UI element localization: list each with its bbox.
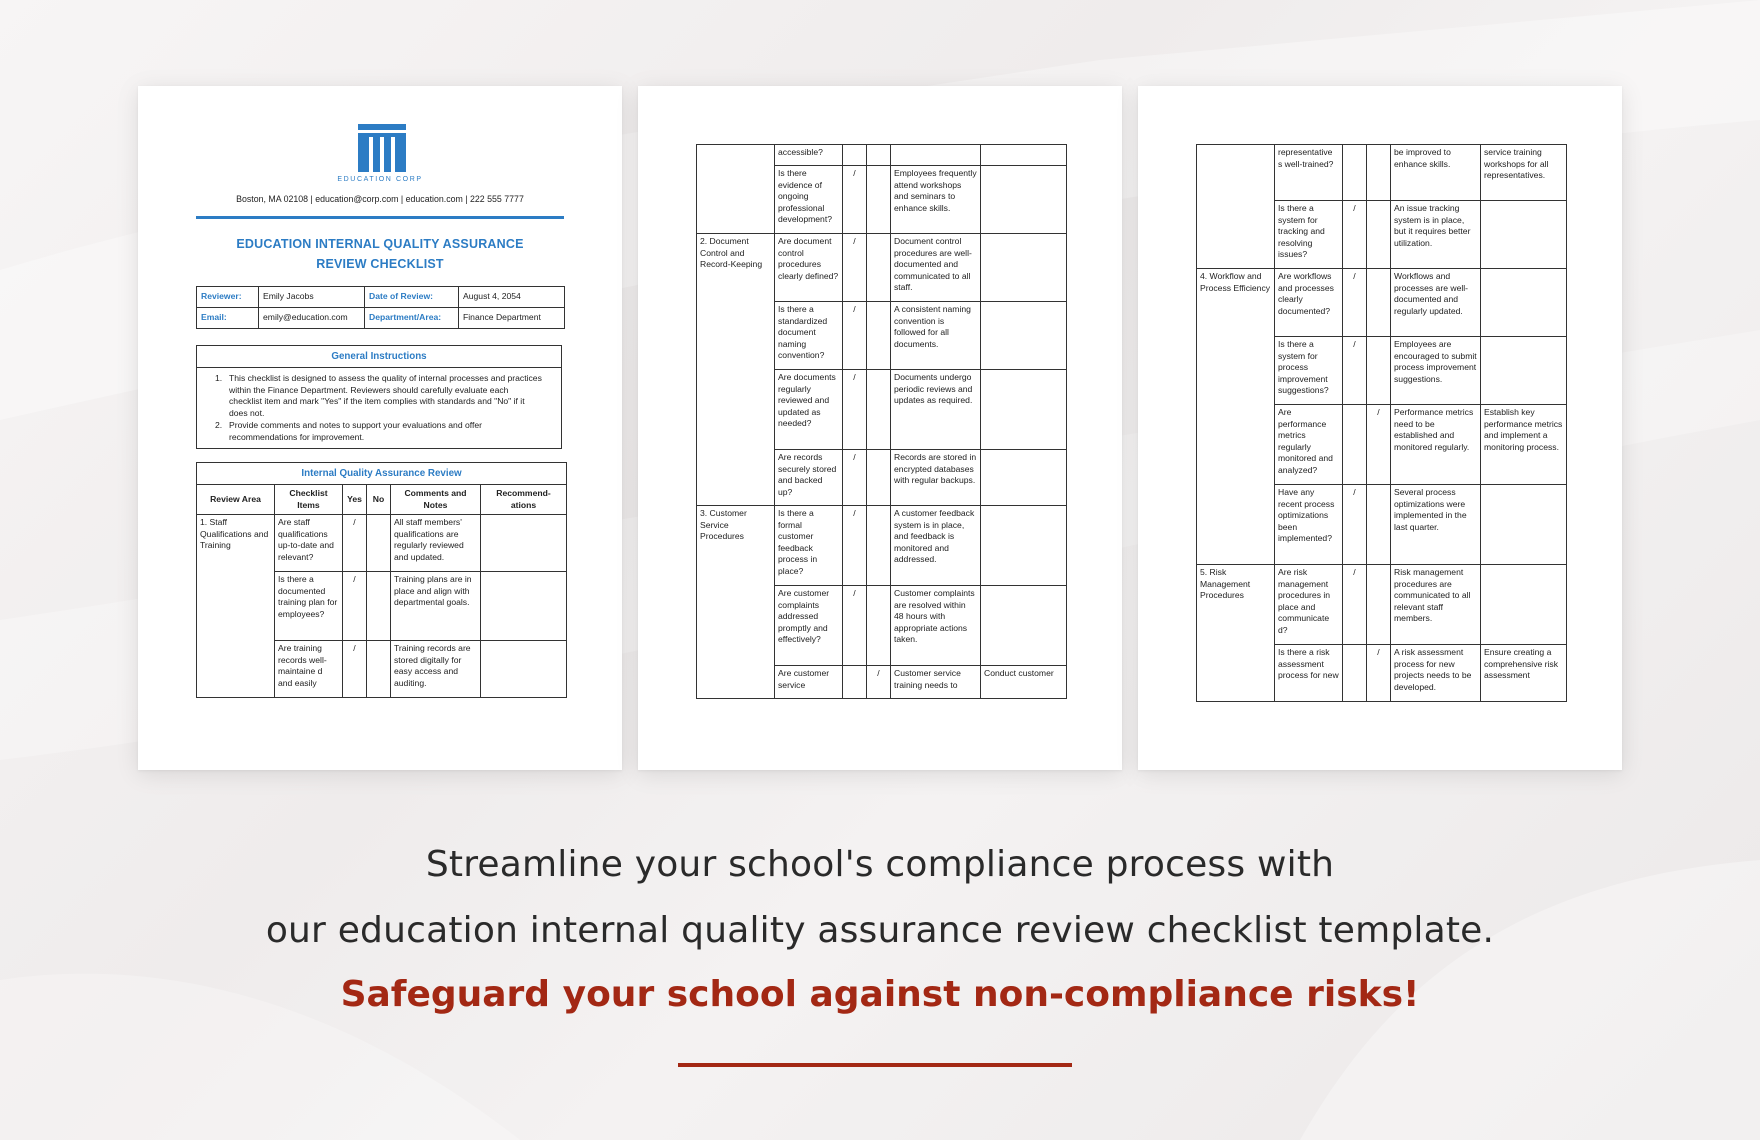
yes-mark <box>1343 145 1367 201</box>
comments-cell: A consistent naming convention is followed for all documents. <box>891 302 981 370</box>
review-area-cell: 2. Document Control and Record-Keeping <box>697 234 775 506</box>
comments-cell: Risk management procedures are communicated to all relevant staff members. <box>1391 565 1481 645</box>
title-line-2: REVIEW CHECKLIST <box>316 257 444 271</box>
yes-mark <box>1343 405 1367 485</box>
comments-cell: All staff members' qualifications are regularly reviewed and updated. <box>391 515 481 572</box>
no-mark: / <box>867 666 891 699</box>
comments-cell: be improved to enhance skills. <box>1391 145 1481 201</box>
review-area-cell: 3. Customer Service Procedures <box>697 506 775 699</box>
date-value: August 4, 2054 <box>459 287 565 308</box>
yes-mark <box>843 666 867 699</box>
list-item <box>215 420 543 443</box>
checklist-item-cell: Is there evidence of ongoing professional development? <box>775 166 843 234</box>
checklist-item-cell: Are document control procedures clearly defined? <box>775 234 843 302</box>
review-area-cell: 1. Staff Qualifications and Training <box>197 515 275 698</box>
review-area-cell: 5. Risk Management Procedures <box>1197 565 1275 702</box>
no-mark: / <box>1367 645 1391 702</box>
yes-mark: / <box>1343 269 1367 337</box>
checklist-item-cell: Is there a system for tracking and resolving issues? <box>1275 201 1343 269</box>
no-mark <box>367 515 391 572</box>
list-text: Provide comments and notes to support your evaluations and offer recommendations for improvement. <box>229 419 483 442</box>
recommendation-cell <box>481 572 567 641</box>
recommendation-cell <box>981 145 1067 166</box>
col-header-review-area: Review Area <box>197 485 275 515</box>
instructions-title: General Instructions <box>197 346 561 368</box>
recommendation-cell: Conduct customer <box>981 666 1067 699</box>
reviewer-label: Reviewer: <box>197 287 259 308</box>
contact-line: Boston, MA 02108 | education@corp.com | education.com | 222 555 7777 <box>236 194 524 204</box>
yes-mark: / <box>843 370 867 450</box>
date-label: Date of Review: <box>365 287 459 308</box>
tagline-highlight: Safeguard your school against non-compliance risks! <box>340 974 1420 1015</box>
yes-mark: / <box>343 572 367 641</box>
department-label: Department/Area: <box>365 308 459 329</box>
recommendation-cell <box>981 450 1067 506</box>
yes-mark: / <box>843 166 867 234</box>
department-value: Finance Department <box>459 308 565 329</box>
list-item <box>215 373 543 420</box>
tagline-line-1: Streamline your school's compliance process with <box>425 844 1335 885</box>
recommendation-cell <box>481 641 567 698</box>
checklist-item-cell: Are performance metrics regularly monitored and analyzed? <box>1275 405 1343 485</box>
checklist-item-cell: Are risk management procedures in place and communicate d? <box>1275 565 1343 645</box>
recommendation-cell <box>1481 337 1567 405</box>
checklist-item-cell: Have any recent process optimizations been implemented? <box>1275 485 1343 565</box>
checklist-page-3 <box>1138 86 1622 770</box>
list-number: 1. <box>215 373 223 383</box>
checklist-item-cell: Is there a formal customer feedback process in place? <box>775 506 843 586</box>
no-mark <box>367 572 391 641</box>
review-area-cell <box>1197 145 1275 269</box>
yes-mark: / <box>1343 565 1367 645</box>
list-number: 2. <box>215 419 223 430</box>
checklist-item-cell: Are training records well-maintaine d and easily <box>275 641 343 698</box>
comments-cell: Customer service training needs to <box>891 666 981 699</box>
no-mark <box>367 641 391 698</box>
review-area-cell: 4. Workflow and Process Efficiency <box>1197 269 1275 565</box>
checklist-item-cell: Is there a risk assessment process for new <box>1275 645 1343 702</box>
no-mark <box>1367 337 1391 405</box>
comments-cell: An issue tracking system is in place, but it requires better utilization. <box>1391 201 1481 269</box>
no-mark <box>867 234 891 302</box>
comments-cell: Training records are stored digitally for easy access and auditing. <box>391 641 481 698</box>
checklist-page-2 <box>638 86 1122 770</box>
recommendation-cell <box>1481 269 1567 337</box>
checklist-item-cell: Is there a standardized document naming convention? <box>775 302 843 370</box>
yes-mark: / <box>343 515 367 572</box>
recommendation-cell <box>981 166 1067 234</box>
no-mark: / <box>1367 405 1391 485</box>
recommendation-cell <box>981 370 1067 450</box>
col-header-yes: Yes <box>343 485 367 515</box>
yes-mark: / <box>843 586 867 666</box>
table-row <box>1197 269 1567 337</box>
no-mark <box>867 302 891 370</box>
no-mark <box>867 450 891 506</box>
no-mark <box>1367 201 1391 269</box>
document-title <box>196 234 564 274</box>
checklist-item-cell: Is there a system for process improvement suggestions? <box>1275 337 1343 405</box>
comments-cell: Records are stored in encrypted databases with regular backups. <box>891 450 981 506</box>
no-mark <box>867 166 891 234</box>
yes-mark <box>1343 645 1367 702</box>
comments-cell <box>891 145 981 166</box>
quality-review-table-continued <box>696 144 1067 699</box>
checklist-page-1 <box>138 86 622 770</box>
email-label: Email: <box>197 308 259 329</box>
col-header-comments: Comments and Notes <box>391 485 481 515</box>
title-line-1: EDUCATION INTERNAL QUALITY ASSURANCE <box>236 237 524 251</box>
no-mark <box>1367 145 1391 201</box>
comments-cell: A customer feedback system is in place, and feedback is monitored and addressed. <box>891 506 981 586</box>
email-value: emily@education.com <box>259 308 365 329</box>
recommendation-cell <box>481 515 567 572</box>
table-row <box>197 515 567 572</box>
checklist-item-cell: Are workflows and processes clearly documented? <box>1275 269 1343 337</box>
quality-review-table <box>196 462 567 698</box>
recommendation-cell <box>981 234 1067 302</box>
checklist-item-cell: Are records securely stored and backed up? <box>775 450 843 506</box>
yes-mark: / <box>343 641 367 698</box>
checklist-item-cell: Is there a documented training plan for employees? <box>275 572 343 641</box>
recommendation-cell <box>981 302 1067 370</box>
checklist-item-cell: Are customer service <box>775 666 843 699</box>
col-header-recommendations: Recommend-ations <box>481 485 567 515</box>
table-row <box>1197 565 1567 645</box>
recommendation-cell <box>981 506 1067 586</box>
review-area-cell <box>697 145 775 234</box>
col-header-checklist-items: Checklist Items <box>275 485 343 515</box>
comments-cell: Employees are encouraged to submit process improvement suggestions. <box>1391 337 1481 405</box>
recommendation-cell: Establish key performance metrics and implement a monitoring process. <box>1481 405 1567 485</box>
general-instructions <box>196 345 562 449</box>
table-row <box>697 234 1067 302</box>
recommendation-cell <box>981 586 1067 666</box>
recommendation-cell <box>1481 201 1567 269</box>
review-table-title: Internal Quality Assurance Review <box>197 463 567 485</box>
recommendation-cell <box>1481 485 1567 565</box>
recommendation-cell: Ensure creating a comprehensive risk assessment <box>1481 645 1567 702</box>
quality-review-table-continued <box>1196 144 1567 702</box>
columns-building-logo-icon <box>358 124 406 172</box>
no-mark <box>867 506 891 586</box>
table-header-row <box>197 485 567 515</box>
yes-mark: / <box>843 302 867 370</box>
checklist-item-cell: Are documents regularly reviewed and updated as needed? <box>775 370 843 450</box>
no-mark <box>867 370 891 450</box>
info-row <box>197 308 565 329</box>
yes-mark: / <box>1343 201 1367 269</box>
col-header-no: No <box>367 485 391 515</box>
yes-mark: / <box>843 506 867 586</box>
no-mark <box>1367 485 1391 565</box>
yes-mark: / <box>1343 337 1367 405</box>
yes-mark: / <box>843 234 867 302</box>
comments-cell: Employees frequently attend workshops and seminars to enhance skills. <box>891 166 981 234</box>
comments-cell: Several process optimizations were implemented in the last quarter. <box>1391 485 1481 565</box>
comments-cell: Training plans are in place and align with departmental goals. <box>391 572 481 641</box>
yes-mark: / <box>843 450 867 506</box>
table-row <box>1197 145 1567 201</box>
accent-underline <box>678 1063 1072 1067</box>
comments-cell: Customer complaints are resolved within 48 hours with appropriate actions taken. <box>891 586 981 666</box>
yes-mark: / <box>1343 485 1367 565</box>
reviewer-value: Emily Jacobs <box>259 287 365 308</box>
comments-cell: Documents undergo periodic reviews and updates as required. <box>891 370 981 450</box>
tagline-line-2: our education internal quality assurance review checklist template. <box>265 910 1495 951</box>
table-row <box>697 145 1067 166</box>
comments-cell: A risk assessment process for new projects needs to be developed. <box>1391 645 1481 702</box>
no-mark <box>1367 565 1391 645</box>
no-mark <box>867 145 891 166</box>
instructions-list <box>197 368 561 443</box>
comments-cell: Workflows and processes are well-documented and regularly updated. <box>1391 269 1481 337</box>
recommendation-cell: service training workshops for all representatives. <box>1481 145 1567 201</box>
checklist-item-cell: representative s well-trained? <box>1275 145 1343 201</box>
no-mark <box>867 586 891 666</box>
recommendation-cell <box>1481 565 1567 645</box>
header-divider <box>196 216 564 219</box>
checklist-item-cell: accessible? <box>775 145 843 166</box>
comments-cell: Performance metrics need to be established and monitored regularly. <box>1391 405 1481 485</box>
checklist-item-cell: Are customer complaints addressed promptly and effectively? <box>775 586 843 666</box>
no-mark <box>1367 269 1391 337</box>
comments-cell: Document control procedures are well-documented and communicated to all staff. <box>891 234 981 302</box>
logo-text: EDUCATION CORP <box>337 176 423 183</box>
checklist-item-cell: Are staff qualifications up-to-date and relevant? <box>275 515 343 572</box>
list-text: This checklist is designed to assess the quality of internal processes and practices within the Finance Department. Reviewers should carefully evaluate each checklist item and mark "Yes" if the item complies with standards and "No" if it does not. <box>229 373 542 419</box>
reviewer-info-table <box>196 286 565 329</box>
info-row <box>197 287 565 308</box>
table-row <box>697 506 1067 586</box>
yes-mark <box>843 145 867 166</box>
